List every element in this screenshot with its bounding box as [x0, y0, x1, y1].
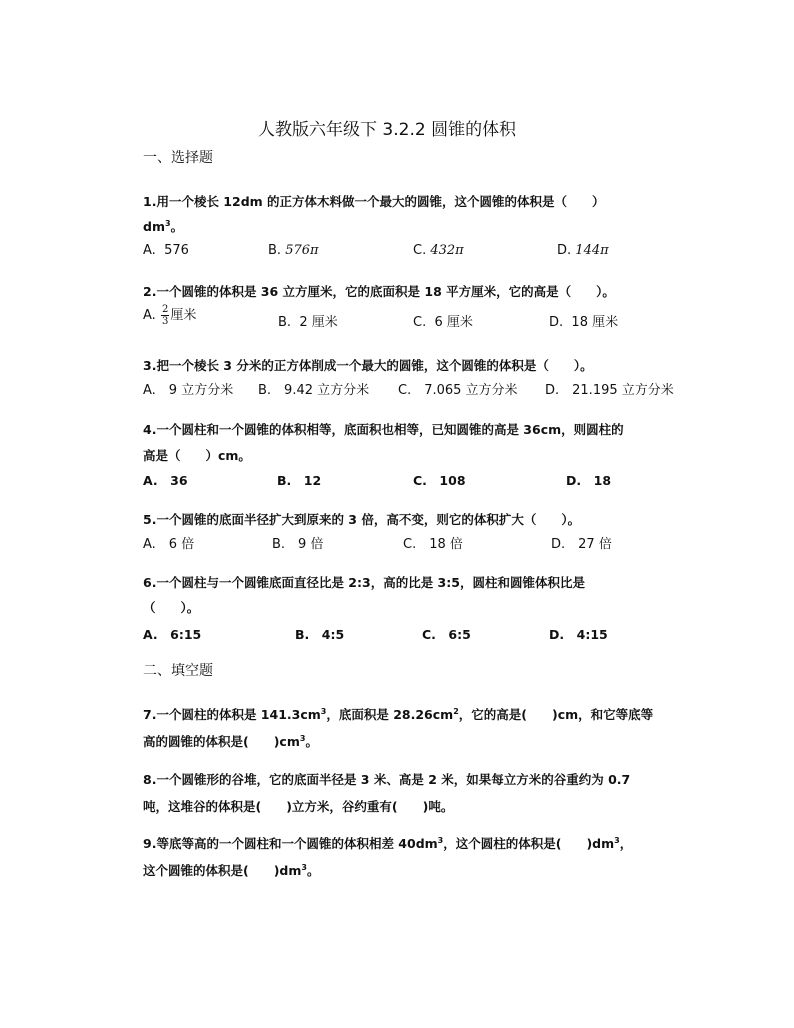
question-4-text: 4.一个圆柱和一个圆锥的体积相等，底面积也相等，已知圆锥的高是 36cm，则圆柱的	[143, 422, 624, 437]
question-6-option-d: D. 4:15	[549, 627, 608, 642]
question-5-option-b: B. 9 倍	[272, 537, 324, 552]
question-1-option-d: D. 144π	[557, 243, 609, 258]
question-3-option-b: B. 9.42 立方分米	[258, 383, 370, 398]
question-4-text-continued: 高是（ ）cm。	[143, 448, 251, 463]
section-heading-fill: 二、填空题	[143, 663, 213, 679]
question-8-text-continued: 吨，这堆谷的体积是( )立方米，谷约重有( )吨。	[143, 799, 454, 814]
question-7-text-continued: 高的圆锥的体积是( )$cm^3$。	[143, 733, 318, 749]
question-5-option-a: A. 6 倍	[143, 537, 195, 552]
question-2-option-b: B. 2 厘米	[278, 315, 338, 330]
fraction-two-thirds: $\frac{2}{3}$	[161, 304, 169, 327]
question-8-text: 8.一个圆锥形的谷堆，它的底面半径是 3 米、高是 2 米，如果每立方米的谷重约为 0.7	[143, 772, 631, 787]
question-7-text: 7.一个圆柱的体积是 $141.3cm^3$，底面积是 $28.26cm^2$，它的高是( )cm，和它等底等	[143, 706, 654, 722]
question-2-text: 2.一个圆锥的体积是 36 立方厘米，它的底面积是 18 平方厘米，它的高是（ ）。	[143, 284, 615, 299]
question-9-text: 9.等底等高的一个圆柱和一个圆锥的体积相差 $40dm^3$，这个圆柱的体积是( )$dm^3$，	[143, 835, 633, 851]
question-1-option-b: B. 576π	[268, 243, 319, 258]
question-3-option-d: D. 21.195 立方分米	[545, 383, 674, 398]
question-6-option-b: B. 4:5	[295, 627, 345, 642]
question-5-option-d: D. 27 倍	[551, 537, 612, 552]
question-2-option-a: A. $\frac{2}{3}$ 厘米	[143, 304, 197, 327]
question-4-option-d: D. 18	[566, 473, 612, 488]
question-4-option-c: C. 108	[413, 473, 466, 488]
question-1-option-c: C. 432π	[413, 243, 464, 258]
question-1-option-a: A. 576	[143, 243, 189, 258]
question-6-text: 6.一个圆柱与一个圆锥底面直径比是 2:3，高的比是 3:5，圆柱和圆锥体积比是	[143, 575, 585, 590]
section-heading-choice: 一、选择题	[143, 150, 213, 166]
question-4-option-b: B. 12	[277, 473, 322, 488]
question-1-text: 1.用一个棱长 12dm 的正方体木料做一个最大的圆锥，这个圆锥的体积是（ ）	[143, 194, 605, 209]
page-title: 人教版六年级下 3.2.2 圆锥的体积	[258, 120, 517, 140]
question-9-text-continued: 这个圆锥的体积是( )$dm^3$。	[143, 862, 320, 878]
question-2-option-c: C. 6 厘米	[413, 315, 473, 330]
question-5-option-c: C. 18 倍	[403, 537, 463, 552]
question-3-text: 3.把一个棱长 3 分米的正方体削成一个最大的圆锥，这个圆锥的体积是（ ）。	[143, 358, 593, 373]
question-6-text-continued: （ ）。	[143, 600, 200, 615]
question-1-unit: $dm^3$。	[143, 218, 184, 234]
question-5-text: 5.一个圆锥的底面半径扩大到原来的 3 倍，高不变，则它的体积扩大（ ）。	[143, 512, 581, 527]
question-6-option-a: A. 6:15	[143, 627, 202, 642]
question-3-option-a: A. 9 立方分米	[143, 383, 234, 398]
question-4-option-a: A. 36	[143, 473, 188, 488]
question-2-option-d: D. 18 厘米	[549, 315, 619, 330]
question-3-option-c: C. 7.065 立方分米	[398, 383, 518, 398]
question-6-option-c: C. 6:5	[422, 627, 471, 642]
